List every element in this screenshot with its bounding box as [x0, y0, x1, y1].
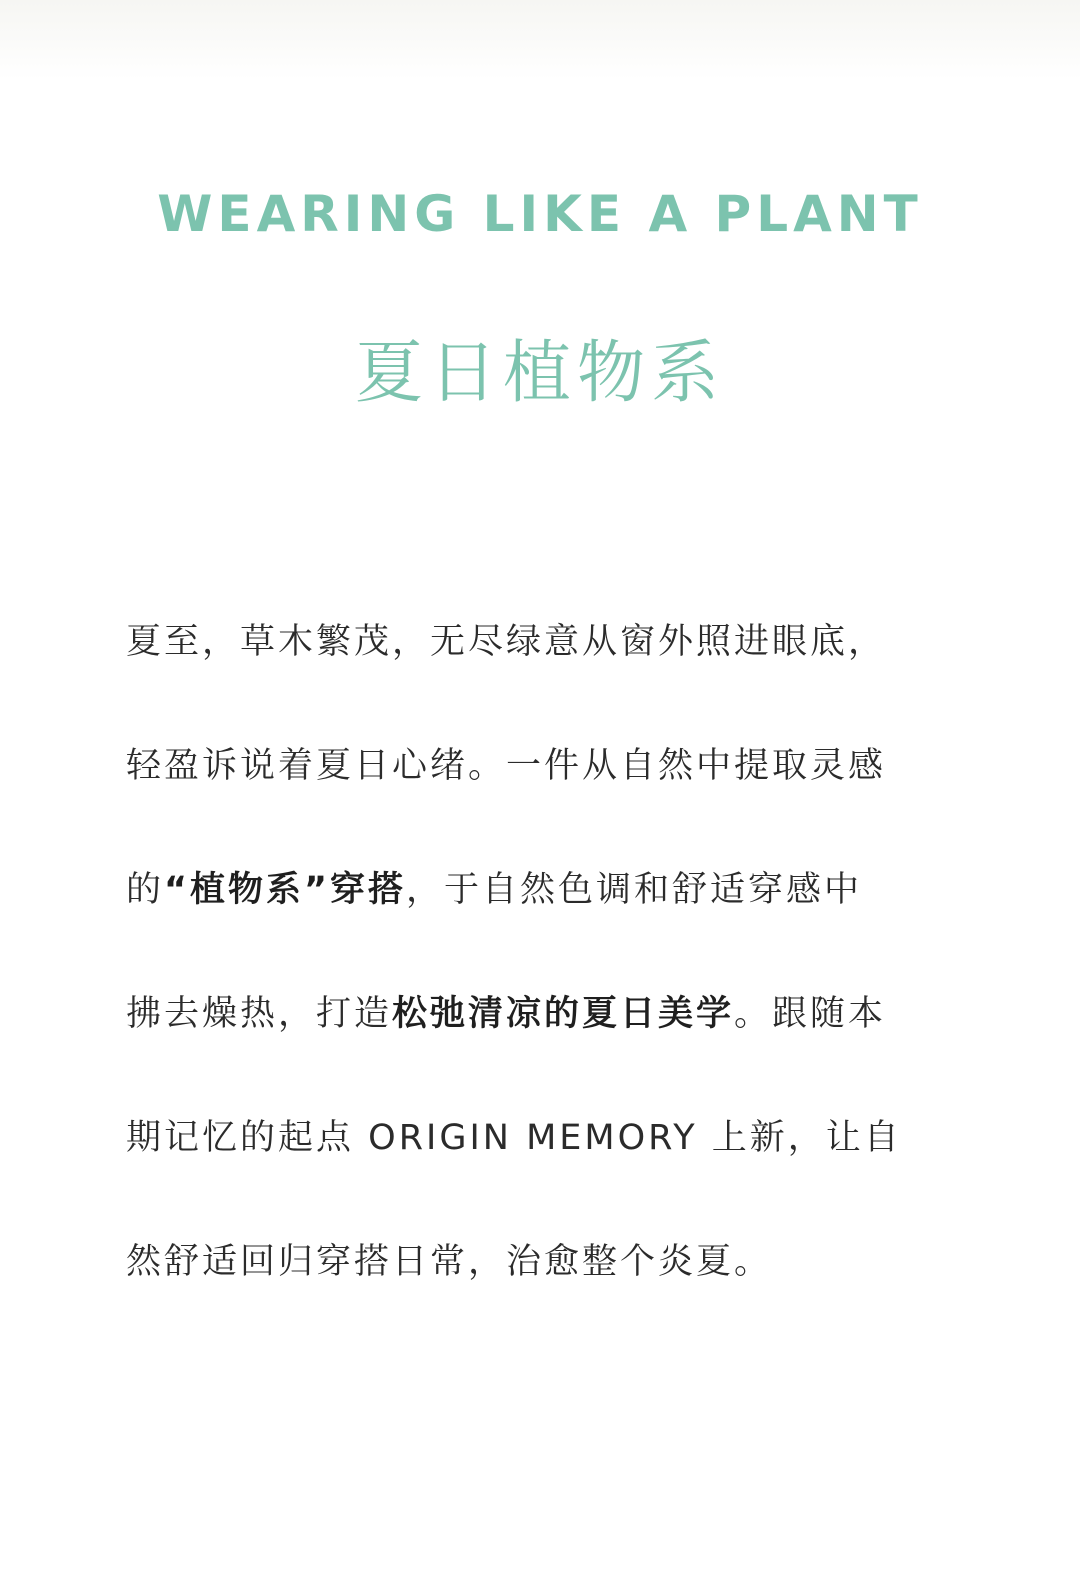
body-line-3-suffix: ，于自然色调和舒适穿感中 — [406, 870, 863, 910]
body-line-6: 然舒适回归穿搭日常，治愈整个炎夏。 — [126, 1242, 773, 1282]
body-line-2: 轻盈诉说着夏日心绪。一件从自然中提取灵感 — [126, 746, 887, 786]
body-line-5-suffix: 上新，让自 — [697, 1118, 902, 1158]
body-line-5 — [126, 1096, 966, 1220]
body-line-5-prefix: 期记忆的起点 — [126, 1118, 369, 1158]
highlight-plant-style: “植物系”穿搭 — [164, 870, 407, 910]
body-line-4-suffix: 。跟随本 — [734, 994, 887, 1034]
english-title: WEARING LIKE A PLANT — [157, 185, 923, 243]
chinese-title: 夏日植物系 — [354, 334, 725, 413]
body-line-3-prefix: 的 — [126, 870, 165, 910]
body-line-1: 夏至，草木繁茂，无尽绿意从窗外照进眼底， — [126, 622, 887, 662]
body-line-3 — [126, 848, 966, 972]
body-line-4 — [126, 972, 966, 1096]
body-text — [126, 600, 966, 1344]
highlight-summer-aesthetic: 松弛清凉的夏日美学 — [392, 994, 735, 1034]
brand-name: ORIGIN MEMORY — [368, 1118, 698, 1158]
body-line-4-prefix: 拂去燥热，打造 — [126, 994, 393, 1034]
